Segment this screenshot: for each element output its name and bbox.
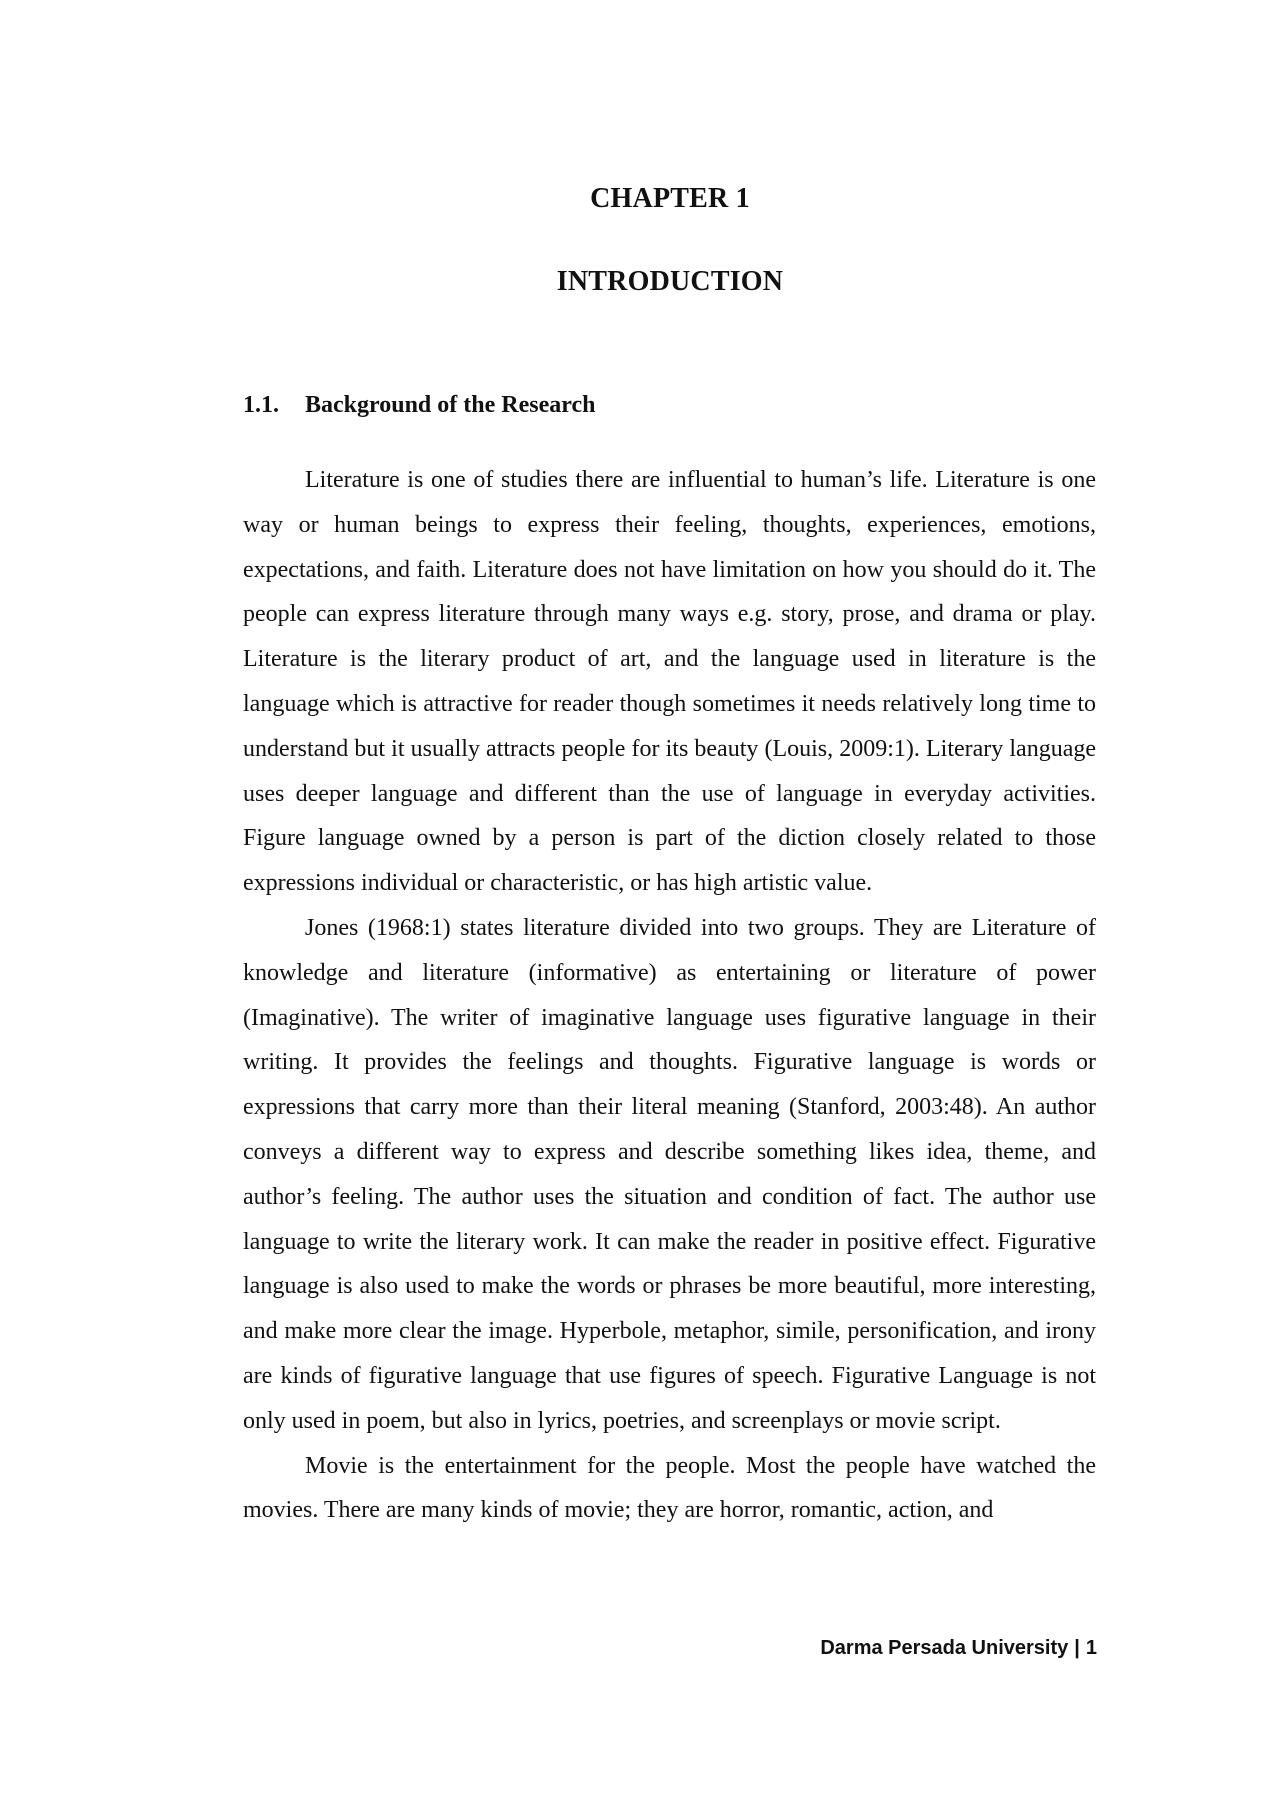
body-text [243,458,1096,1533]
paragraph: Movie is the entertainment for the people. Most the people have watched the movies. There are many kinds of movie; they are horror, romantic, action, and [243,1452,1096,1524]
section-title: Background of the Research [305,392,596,418]
footer-institution: Darma Persada University [820,1637,1069,1659]
section-number: 1.1. [243,392,279,418]
chapter-number: CHAPTER 1 [590,183,750,214]
page-number: 1 [1085,1637,1097,1659]
paragraph: Literature is one of studies there are influential to human’s life. Literature is one way or human beings to express their feeling, thoughts, experiences, emotions, expectations, and faith. Literature does not have limitation on how you should do it. The people can express literature through many ways e.g. story, prose, and drama or play. Literature is the literary product of art, and the language used in literature is the language which is attractive for reader though sometimes it needs relatively long time to understand but it usually attracts people for its beauty (Louis, 2009:1). Literary language uses deeper language and different than the use of language in everyday activities. Figure language owned by a person is part of the diction closely related to those expressions individual or characteristic, or has high artistic value. [243,467,1096,897]
chapter-title: INTRODUCTION [556,266,784,297]
page-footer [820,1637,1097,1660]
section-heading [243,392,595,419]
paragraph: Jones (1968:1) states literature divided into two groups. They are Literature of knowledge and literature (informative) as entertaining or literature of power (Imaginative). The writer of imaginative language uses figurative language in their writing. It provides the feelings and thoughts. Figurative language is words or expressions that carry more than their literal meaning (Stanford, 2003:48). An author conveys a different way to express and describe something likes idea, theme, and author’s feeling. The author uses the situation and condition of fact. The author use language to write the literary work. It can make the reader in positive effect. Figurative language is also used to make the words or phrases be more beautiful, more interesting, and make more clear the image. Hyperbole, metaphor, simile, personification, and irony are kinds of figurative language that use figures of speech. Figurative Language is not only used in poem, but also in lyrics, poetries, and screenplays or movie script. [243,914,1096,1434]
footer-separator: | [1074,1637,1080,1659]
